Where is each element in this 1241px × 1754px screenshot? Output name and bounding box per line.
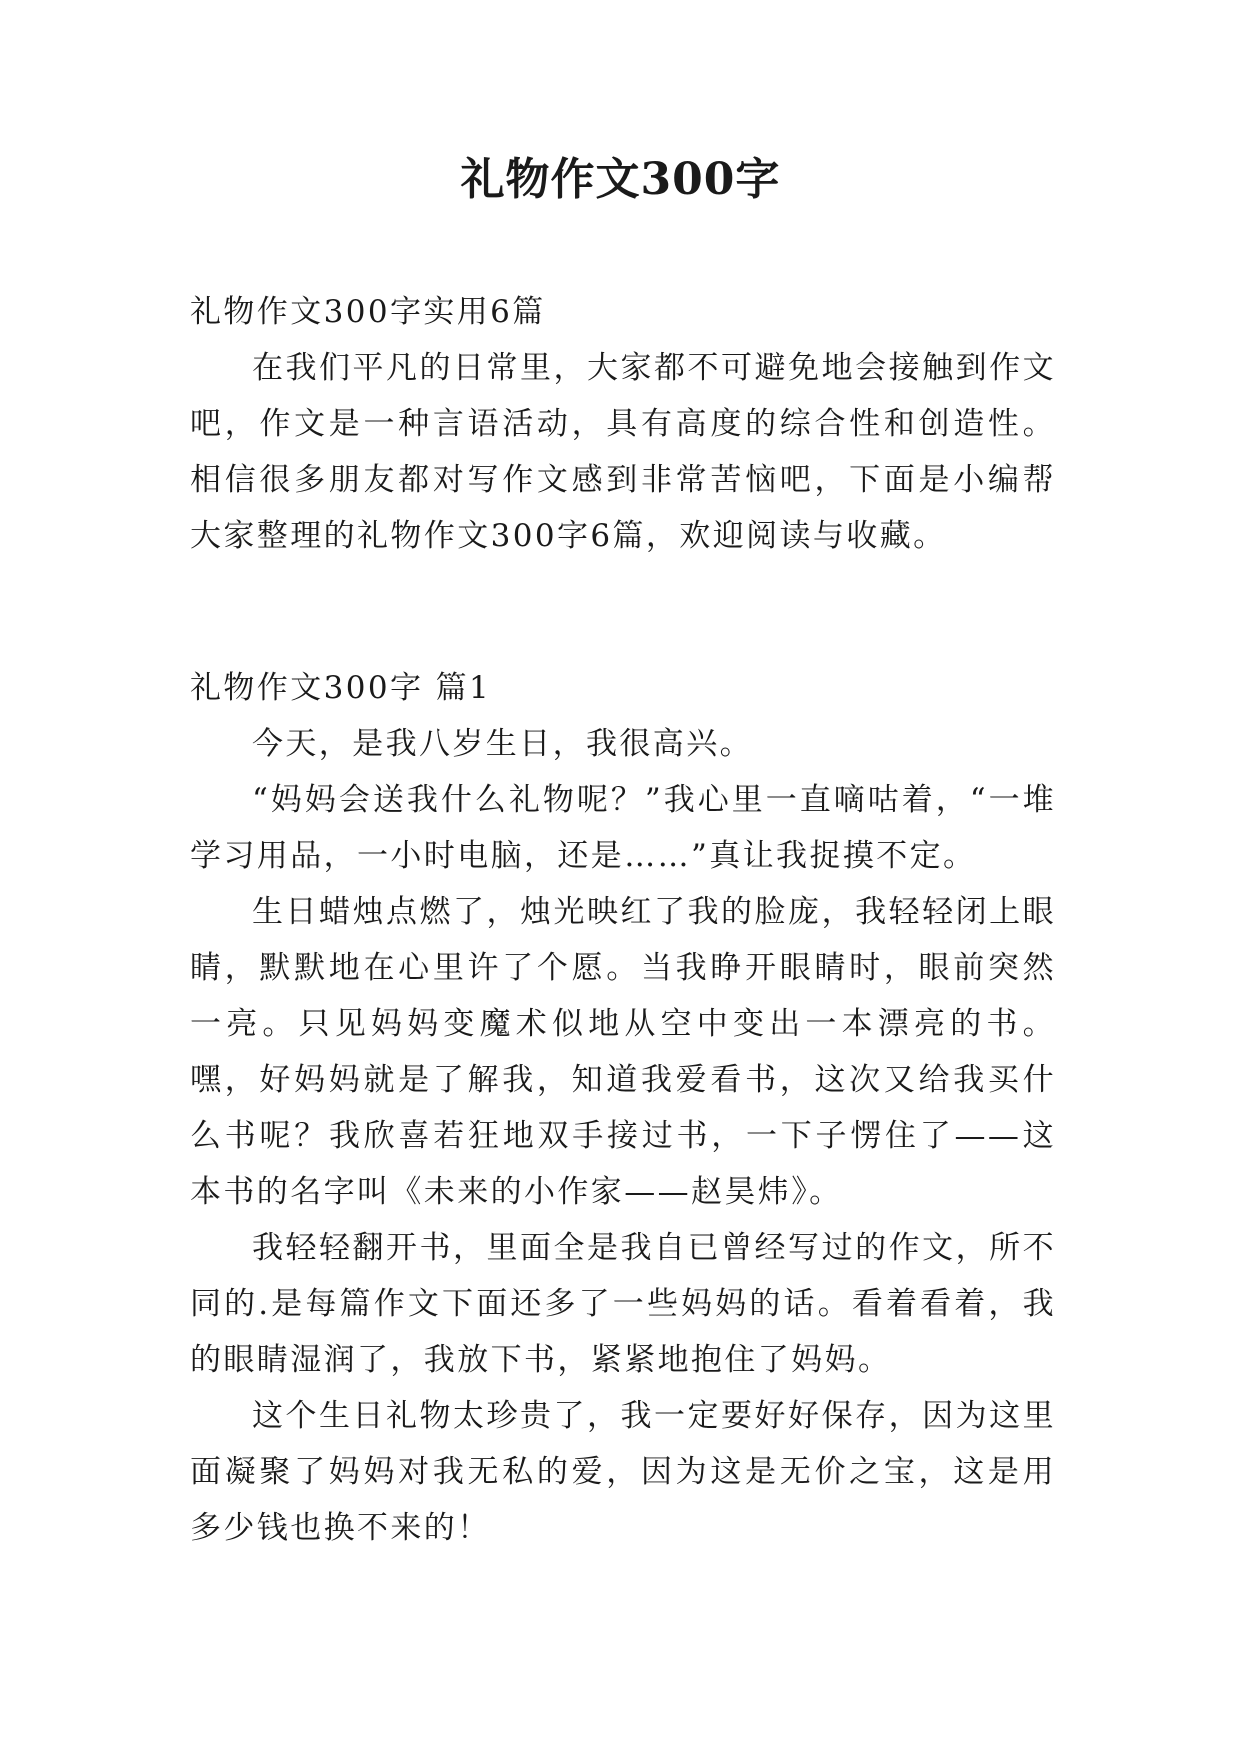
section-spacer	[190, 564, 1056, 660]
section-1-heading: 礼物作文300字 篇1	[190, 670, 492, 706]
document-title: 礼物作文300字	[460, 154, 781, 205]
section-1-paragraph-1: 今天，是我八岁生日，我很高兴。	[252, 726, 753, 762]
intro-paragraph: 在我们平凡的日常里，大家都不可避免地会接触到作文吧，作文是一种言语活动，具有高度的综合性和创造性。相信很多朋友都对写作文感到非常苦恼吧，下面是小编帮大家整理的礼物作文300字6篇，欢迎阅读与收藏。	[190, 350, 1056, 554]
document-body	[190, 284, 1056, 1556]
section-1-paragraph-5: 这个生日礼物太珍贵了，我一定要好好保存，因为这里面凝聚了妈妈对我无私的爱，因为这是无价之宝，这是用多少钱也换不来的！	[190, 1398, 1056, 1546]
section-1-paragraph-4: 我轻轻翻开书，里面全是我自已曾经写过的作文，所不同的.是每篇作文下面还多了一些妈妈的话。看着看着，我的眼睛湿润了，我放下书，紧紧地抱住了妈妈。	[190, 1230, 1056, 1378]
section-1-paragraph-2: “妈妈会送我什么礼物呢？”我心里一直嘀咕着，“一堆学习用品，一小时电脑，还是……”真让我捉摸不定。	[190, 782, 1056, 874]
section-1-paragraph-3: 生日蜡烛点燃了，烛光映红了我的脸庞，我轻轻闭上眼睛，默默地在心里许了个愿。当我睁开眼睛时，眼前突然一亮。只见妈妈变魔术似地从空中变出一本漂亮的书。嘿，好妈妈就是了解我，知道我爱看书，这次又给我买什么书呢？我欣喜若狂地双手接过书，一下子愣住了——这本书的名字叫《未来的小作家——赵昊炜》。	[190, 894, 1056, 1210]
intro-heading: 礼物作文300字实用6篇	[190, 294, 546, 330]
